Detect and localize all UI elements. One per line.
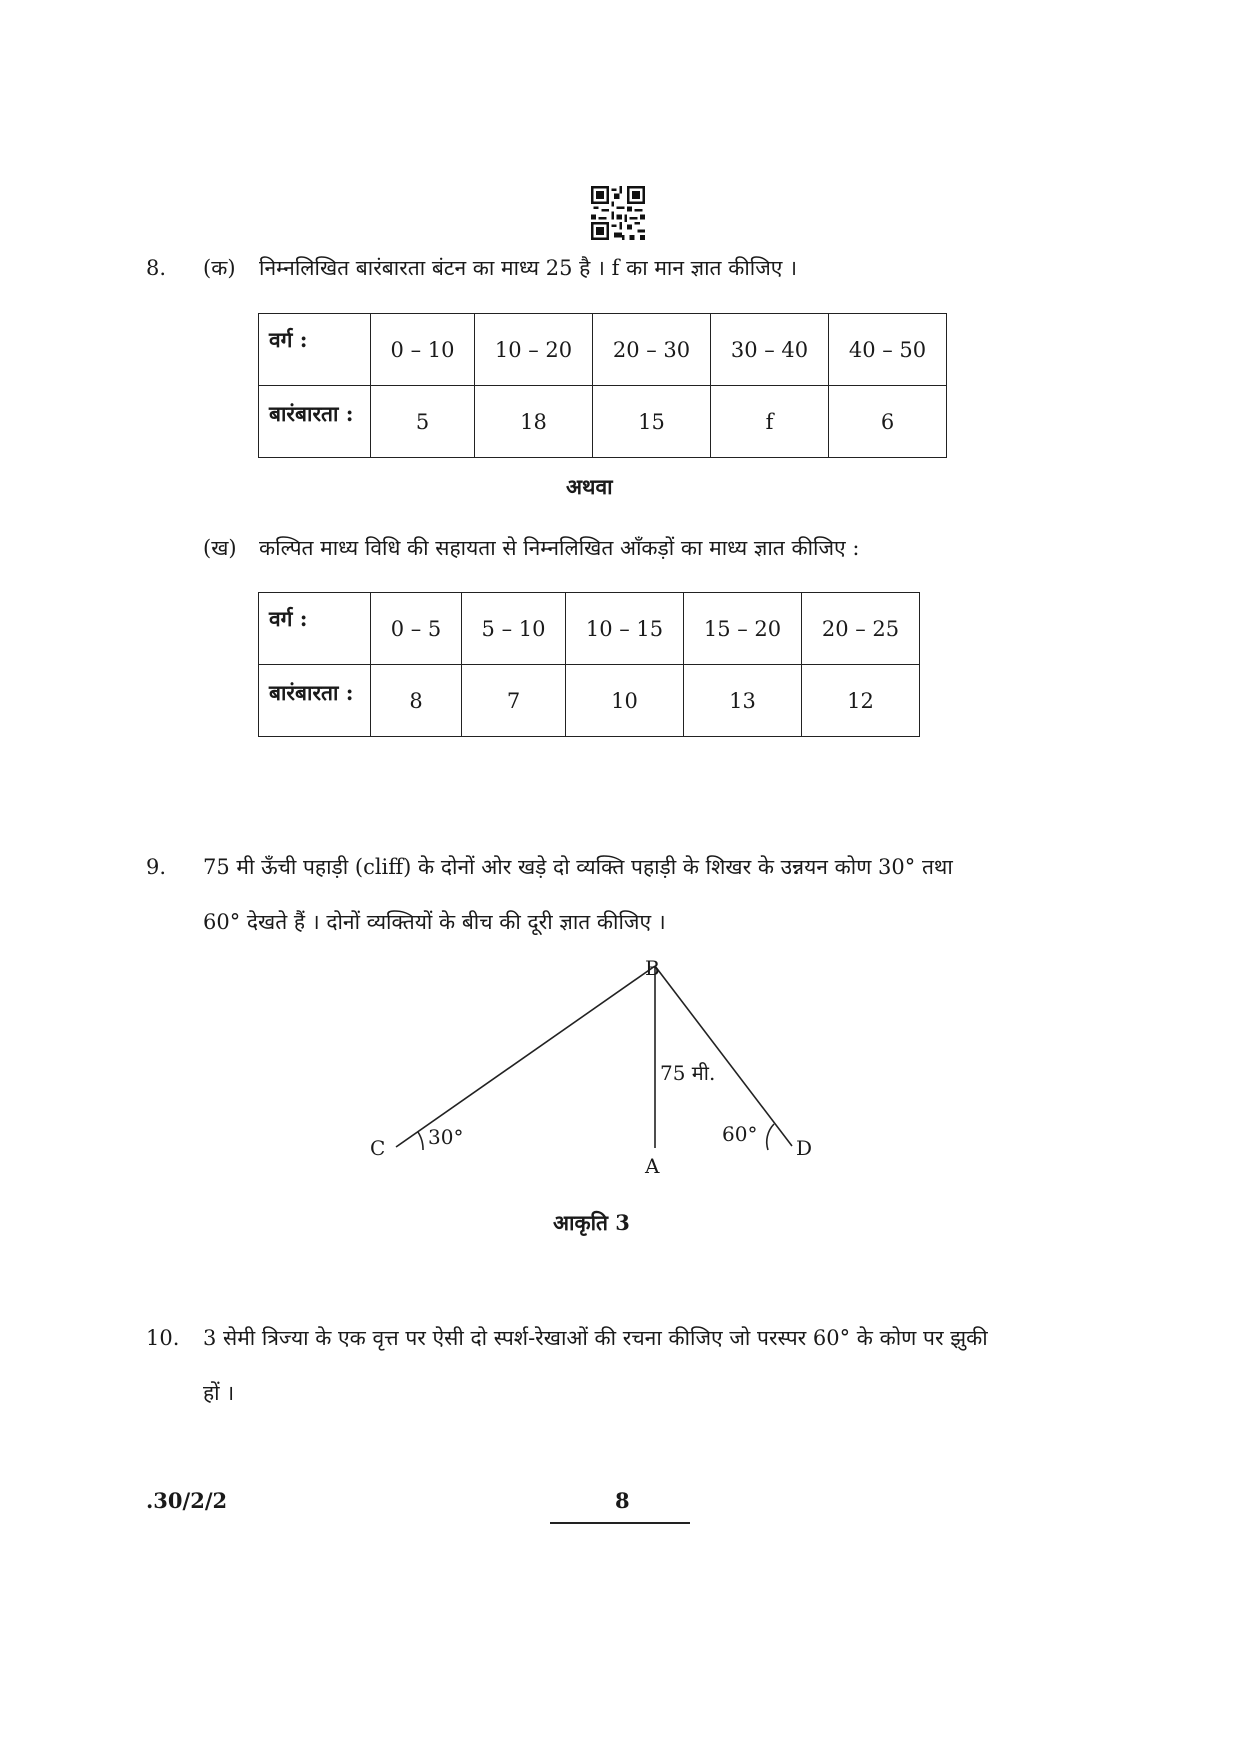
table-row-label: बारंबारता :: [259, 665, 371, 737]
question-number: 8.: [146, 256, 167, 280]
cliff-figure: [360, 960, 830, 1200]
table-cell: 40 – 50: [829, 314, 947, 386]
angle-d-label: 60°: [722, 1122, 758, 1147]
table-cell: 20 – 25: [802, 593, 920, 665]
line-bd: [655, 966, 792, 1146]
table-cell: 8: [371, 665, 462, 737]
part-label: (क): [203, 256, 236, 280]
question-text-line: 75 मी ऊँची पहाड़ी (cliff) के दोनों ओर खड़े दो व्यक्ति पहाड़ी के शिखर के उन्नयन कोण 30° तथा: [203, 855, 953, 879]
footer-rule: [550, 1522, 690, 1524]
table-cell: 15: [593, 386, 711, 458]
table-cell: 15 – 20: [684, 593, 802, 665]
angle-arc-c: [418, 1132, 423, 1150]
frequency-table: [258, 313, 947, 458]
qr-code-icon: [591, 186, 645, 240]
height-label: 75 मी.: [660, 1061, 716, 1086]
table-row-label: वर्ग :: [259, 314, 371, 386]
table-cell: 10 – 20: [475, 314, 593, 386]
question-text: कल्पित माध्य विधि की सहायता से निम्नलिखित आँकड़ों का माध्य ज्ञात कीजिए :: [259, 536, 860, 560]
table-cell: f: [711, 386, 829, 458]
table-cell: 10 – 15: [566, 593, 684, 665]
table-cell: 0 – 5: [371, 593, 462, 665]
table-cell: 10: [566, 665, 684, 737]
or-separator: अथवा: [566, 474, 613, 499]
angle-c-label: 30°: [428, 1125, 464, 1150]
frequency-table: [258, 592, 920, 737]
question-text: निम्नलिखित बारंबारता बंटन का माध्य 25 है । f का मान ज्ञात कीजिए ।: [259, 256, 798, 280]
table-cell: 18: [475, 386, 593, 458]
question-text-line: 3 सेमी त्रिज्या के एक वृत्त पर ऐसी दो स्पर्श-रेखाओं की रचना कीजिए जो परस्पर 60° के कोण पर झुकी: [203, 1326, 988, 1350]
table-cell: 5: [371, 386, 475, 458]
paper-code: .30/2/2: [146, 1488, 228, 1513]
question-text-line: हों ।: [203, 1381, 235, 1405]
table-cell: 7: [462, 665, 566, 737]
table-row-label: वर्ग :: [259, 593, 371, 665]
question-number: 10.: [146, 1326, 180, 1350]
table-cell: 20 – 30: [593, 314, 711, 386]
point-c-label: C: [370, 1136, 386, 1161]
angle-arc-d: [767, 1124, 774, 1150]
question-text-line: 60° देखते हैं । दोनों व्यक्तियों के बीच की दूरी ज्ञात कीजिए ।: [203, 910, 666, 934]
table-cell: 0 – 10: [371, 314, 475, 386]
figure-caption: आकृति 3: [553, 1210, 630, 1235]
question-number: 9.: [146, 855, 167, 879]
table-cell: 12: [802, 665, 920, 737]
table-row-label: बारंबारता :: [259, 386, 371, 458]
table-cell: 30 – 40: [711, 314, 829, 386]
point-d-label: D: [796, 1136, 813, 1161]
page-number: 8: [615, 1488, 630, 1513]
table-cell: 5 – 10: [462, 593, 566, 665]
point-b-label: B: [645, 960, 660, 981]
line-cb: [396, 966, 655, 1150]
table-cell: 6: [829, 386, 947, 458]
point-a-label: A: [645, 1154, 660, 1179]
part-label: (ख): [203, 536, 237, 560]
table-cell: 13: [684, 665, 802, 737]
